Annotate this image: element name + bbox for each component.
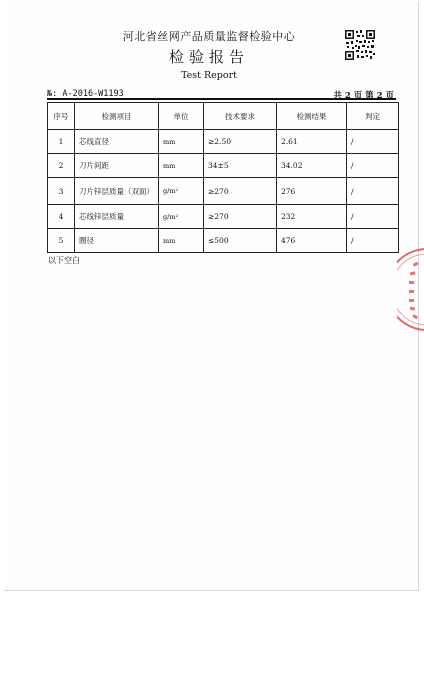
header-unit: 单位: [159, 103, 204, 130]
cell-no: 3: [48, 178, 75, 205]
cell-unit: g/m²: [159, 178, 204, 205]
table-row: [48, 130, 399, 154]
cell-result: 232: [277, 205, 347, 229]
header-requirement: 技术要求: [204, 103, 277, 130]
cell-unit: mm: [159, 154, 204, 178]
cell-no: 5: [48, 229, 75, 253]
test-results-table: [47, 102, 399, 253]
cell-unit: mm: [159, 130, 204, 154]
cell-no: 4: [48, 205, 75, 229]
header-divider: [47, 98, 396, 100]
cell-unit: mm: [159, 229, 204, 253]
qr-code-icon: [344, 29, 376, 61]
cell-requirement: ≥270: [204, 205, 277, 229]
report-title-english: Test Report: [181, 70, 237, 81]
cell-item: 刀片锌层质量（双面）: [75, 178, 159, 205]
cell-verdict: /: [347, 205, 399, 229]
blank-below-note: 以下空白: [48, 256, 80, 265]
red-seal-stamp-icon: [397, 247, 424, 332]
cell-result: 2.61: [277, 130, 347, 154]
organization-name: 河北省丝网产品质量监督检验中心: [122, 30, 296, 43]
header-verdict: 判定: [347, 103, 399, 130]
cell-result: 34.02: [277, 154, 347, 178]
cell-result: 276: [277, 178, 347, 205]
cell-item: 芯线锌层质量: [75, 205, 159, 229]
cell-item: 刀片间距: [75, 154, 159, 178]
cell-requirement: ≤500: [204, 229, 277, 253]
report-title-chinese: 检验报告: [168, 48, 249, 66]
cell-requirement: ≥2.50: [204, 130, 277, 154]
table-row: [48, 154, 399, 178]
page-indicator: 共 2 页 第 2 页: [333, 91, 394, 101]
cell-verdict: /: [347, 178, 399, 205]
header-no: 序号: [48, 103, 75, 130]
cell-unit: g/m²: [159, 205, 204, 229]
cell-requirement: ≥270: [204, 178, 277, 205]
table-row: [48, 229, 399, 253]
cell-result: 476: [277, 229, 347, 253]
cell-verdict: /: [347, 154, 399, 178]
report-page: [4, 2, 419, 591]
cell-item: 芯线直径: [75, 130, 159, 154]
header-result: 检测结果: [277, 103, 347, 130]
header-item: 检测项目: [75, 103, 159, 130]
table-row: [48, 178, 399, 205]
cell-no: 2: [48, 154, 75, 178]
cell-item: 圈径: [75, 229, 159, 253]
cell-no: 1: [48, 130, 75, 154]
report-number: №: A-2016-W1193: [47, 89, 124, 99]
table-header-row: [48, 103, 399, 130]
cell-requirement: 34±5: [204, 154, 277, 178]
table-row: [48, 205, 399, 229]
cell-verdict: /: [347, 229, 399, 253]
cell-verdict: /: [347, 130, 399, 154]
